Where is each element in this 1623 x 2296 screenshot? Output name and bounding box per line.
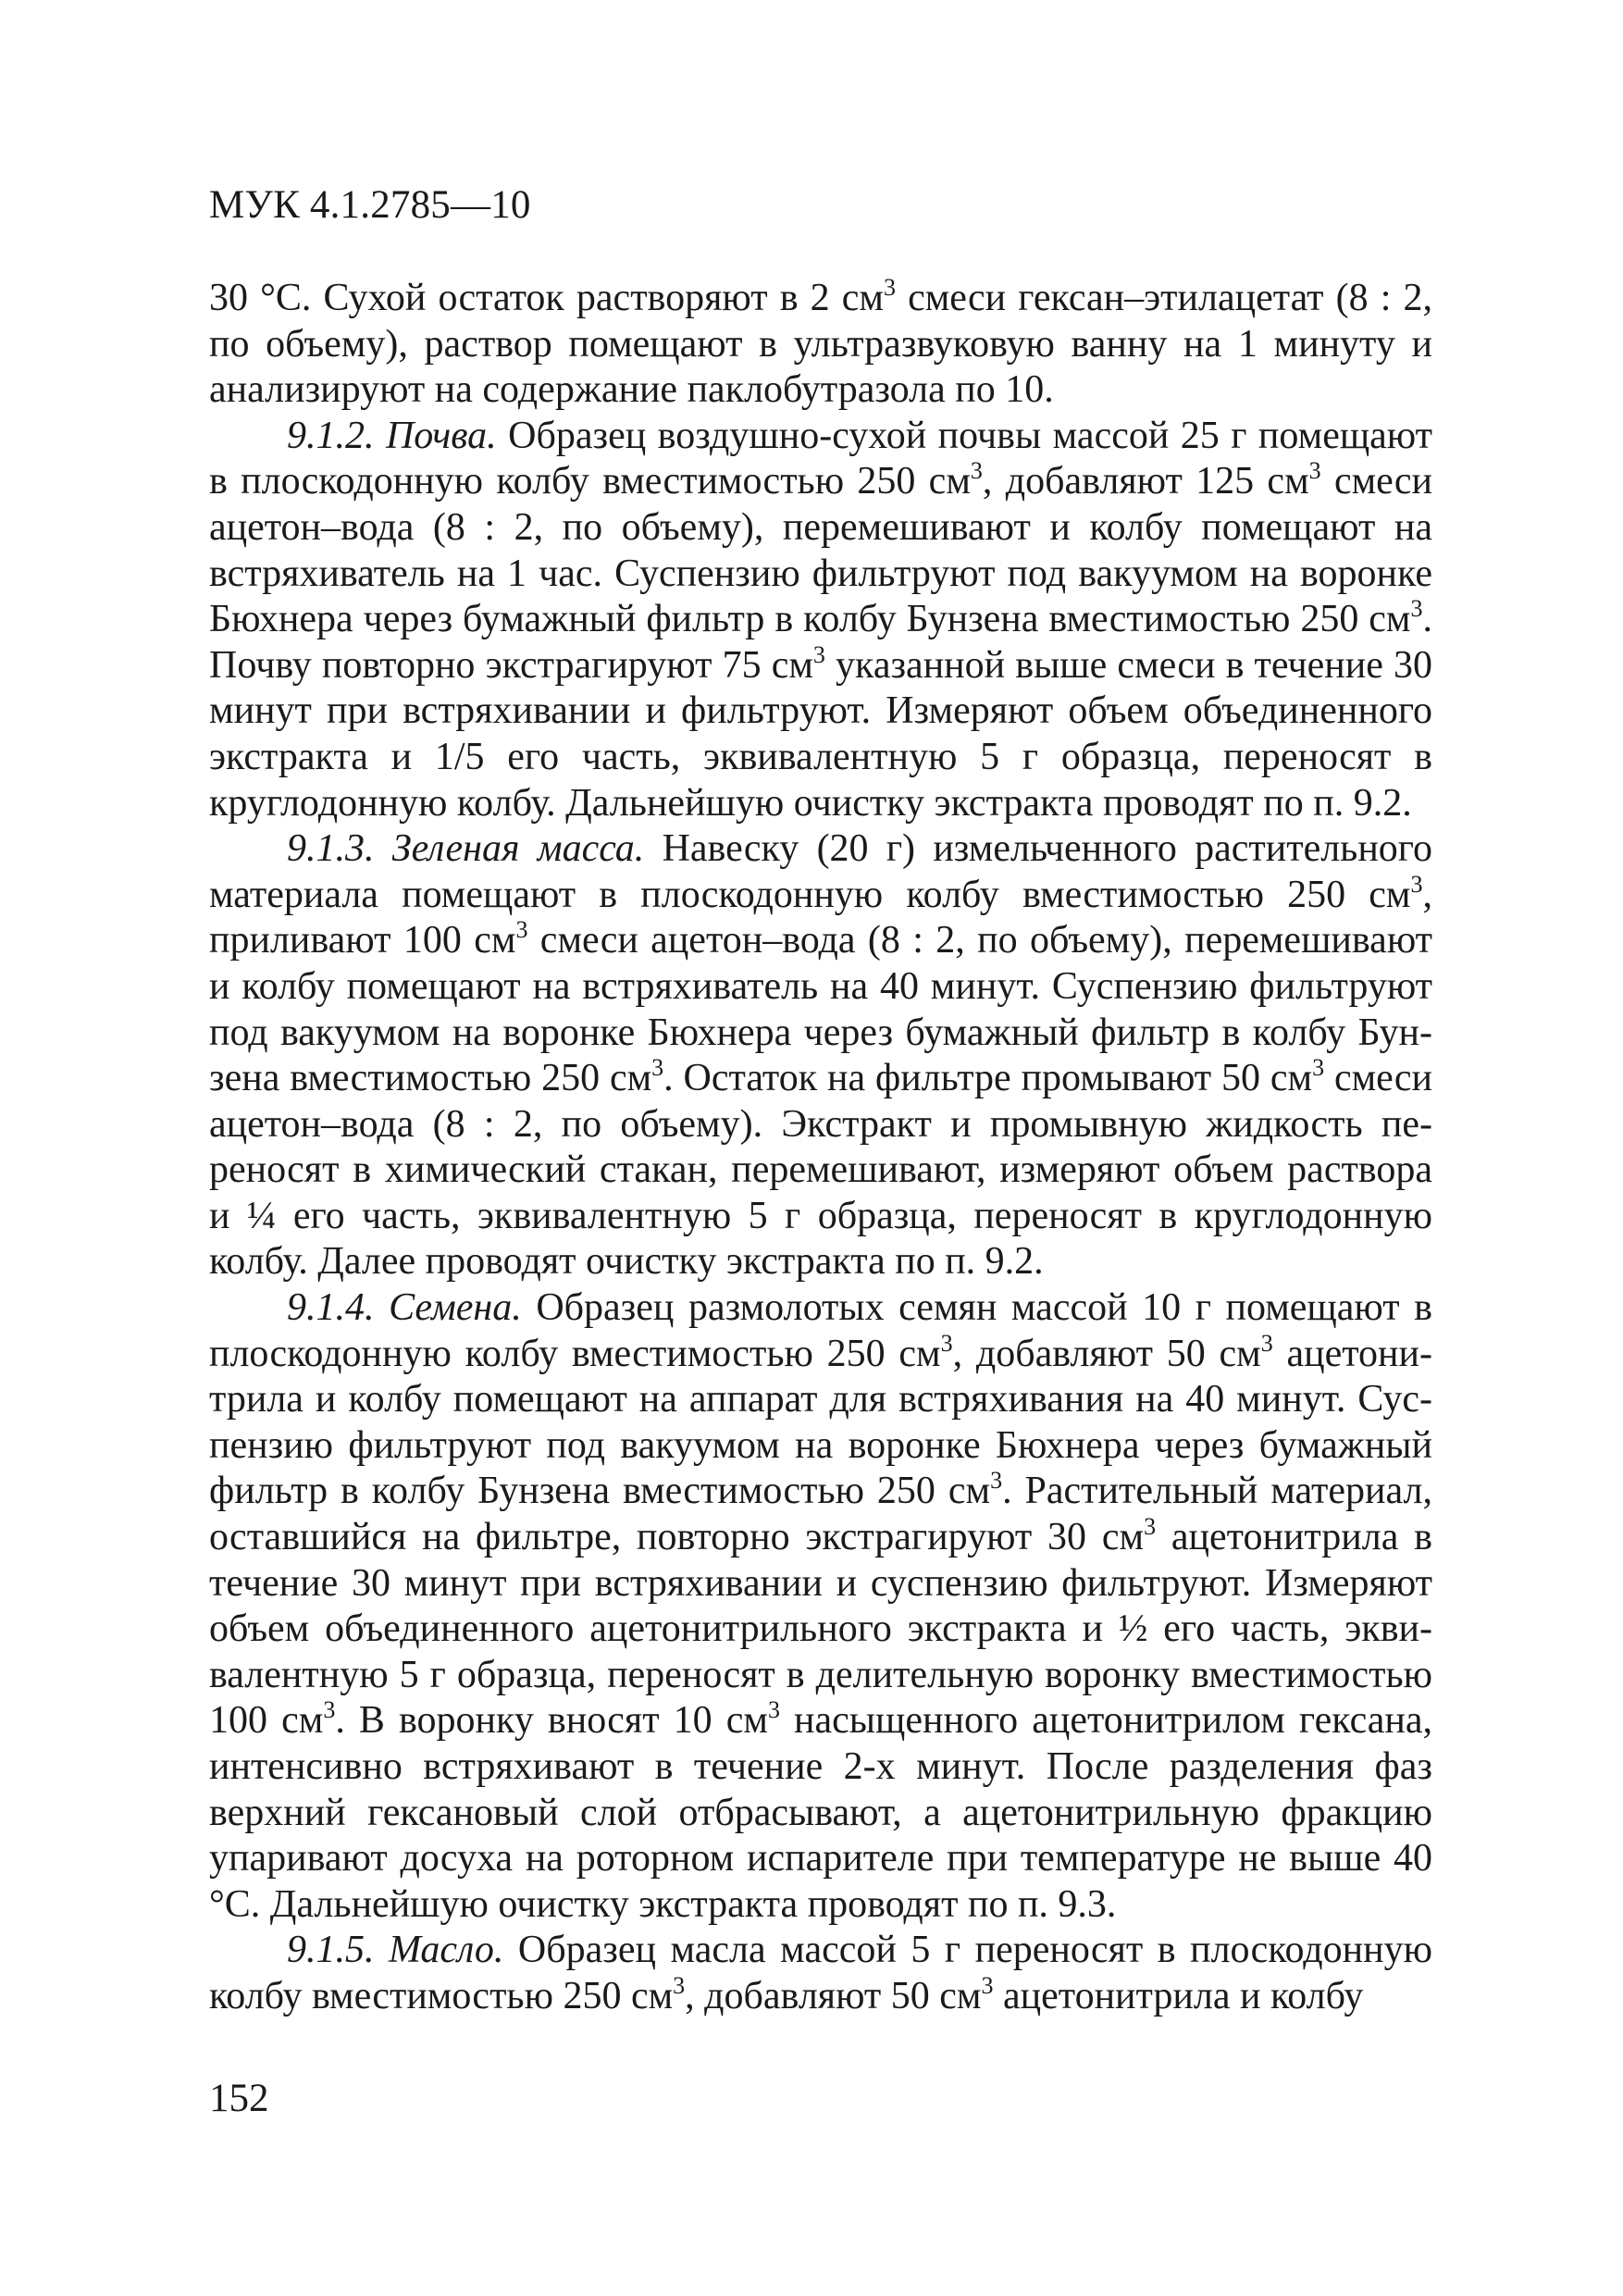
superscript: 3 (767, 1696, 780, 1724)
superscript: 3 (1308, 457, 1321, 485)
text-run: . Растительный материал, оставшийся на фильтре, повторно экстрагируют 30 см (209, 1470, 1432, 1559)
section-heading: 9.1.5. Масло. (287, 1929, 504, 1972)
text-run: ацетонитрила и колбу помещают на аппарат для встряхивания на 40 минут. Суспензию фильтруют под вакуумом на воронке Бюхнера через бумажный фильтр в колбу Бунзена вместимостью 250 см (209, 1332, 1432, 1513)
section-heading: 9.1.3. Зеленая масса. (287, 827, 645, 871)
superscript: 3 (1260, 1329, 1273, 1357)
superscript: 3 (883, 273, 896, 301)
text-run: смеси ацетон–вода (8 : 2, по объему), перемешивают и колбу помещают на встряхиватель на 1 час. Суспензию фильтруют под вакуумом на воронке Бюхнера через бумажный фильтр в колбу Бунзена вместимостью 250 см (209, 460, 1432, 641)
paragraph (209, 1285, 1432, 1928)
superscript: 3 (812, 640, 825, 668)
superscript: 3 (1410, 595, 1423, 623)
page-number: 152 (209, 2077, 269, 2120)
body-text (209, 273, 1433, 2020)
superscript: 3 (981, 1971, 994, 1999)
superscript: 3 (940, 1329, 953, 1357)
text-run: , добавляют 125 см (982, 460, 1309, 503)
text-run: , добавляют 50 см (952, 1332, 1261, 1375)
text-run: Образец размолотых семян массой 10 г помещают в плоскодонную колбу вместимостью 250 см (209, 1286, 1432, 1375)
text-run: Образец масла массой 5 г переносят в плоскодонную колбу вместимостью 250 см (209, 1929, 1433, 2017)
text-run: . Почву повторно экстрагируют 75 см (209, 598, 1432, 687)
text-run: , добавляют 50 см (685, 1974, 982, 2017)
text-run: указанной выше смеси в течение 30 минут при встряхивании и фильтруют. Измеряют объем объединенного экстракта и 1/5 его часть, эквивалентную 5 г образца, переносят в круглодонную колбу. Дальнейшую очистку экстракта проводят по п. 9.2. (209, 643, 1432, 825)
text-run: . Остаток на фильтре промывают 50 см (663, 1057, 1313, 1100)
text-run: ацетонитрила и колбу (993, 1974, 1364, 2017)
text-run: ацетонитрила в течение 30 минут при встряхивании и суспензию фильтруют. Измеряют объем объединенного ацетонитрильного экстракта и ½ его часть, эквивалентную 5 г образца, переносят в делительную воронку вместимостью 100 см (209, 1516, 1432, 1743)
superscript: 3 (1144, 1512, 1157, 1540)
paragraph (209, 826, 1432, 1285)
paragraph (209, 414, 1432, 826)
superscript: 3 (673, 1971, 686, 1999)
page-header-code: МУК 4.1.2785—10 (209, 183, 531, 227)
text-run: смеси ацетон–вода (8 : 2, по объему). Экстракт и промывную жидкость переносят в химический стакан, перемешивают, измеряют объем раствора и ¼ его часть, эквивалентную 5 г образца, переносят в круглодонную колбу. Далее проводят очистку экстракта по п. 9.2. (209, 1057, 1432, 1284)
section-heading: 9.1.4. Семена. (287, 1286, 522, 1330)
text-run: , приливают 100 см (209, 873, 1432, 962)
text-run: . В воронку вносят 10 см (335, 1699, 768, 1743)
text-run: насыщенного ацетонитрилом гексана, интенсивно встряхивают в течение 2-х минут. После разделения фаз верхний гексановый слой отбрасывают, а ацетонитрильную фракцию упаривают досуха на роторном испарителе при температуре не выше 40 °С. Дальнейшую очистку экстракта проводят по п. 9.3. (209, 1699, 1432, 1926)
superscript: 3 (1312, 1053, 1325, 1081)
text-run: смеси гексан–этилацетат (8 : 2, по объему), раствор помещают в ультразвуковую ванну на 1 минуту и анализируют на содержание паклобутразола по 10. (209, 277, 1432, 412)
paragraph (209, 273, 1432, 414)
superscript: 3 (651, 1053, 664, 1081)
superscript: 3 (990, 1467, 1003, 1495)
superscript: 3 (1410, 870, 1423, 898)
text-run: Навеску (20 г) измельченного растительного материала помещают в плоскодонную колбу вместимостью 250 см (209, 827, 1432, 916)
superscript: 3 (323, 1696, 336, 1724)
text-run: Образец воздушно-сухой почвы массой 25 г помещают в плоскодонную колбу вместимостью 250 см (209, 414, 1432, 503)
section-heading: 9.1.2. Почва. (287, 414, 497, 457)
text-run: смеси ацетон–вода (8 : 2, по объему), перемешивают и колбу помещают на встряхиватель на 40 минут. Суспензию фильтруют под вакуумом на воронке Бюхнера через бумажный фильтр в колбу Бунзена вместимостью 250 см (209, 919, 1432, 1100)
superscript: 3 (970, 457, 983, 485)
text-run: 30 °С. Сухой остаток растворяют в 2 см (209, 277, 884, 319)
superscript: 3 (515, 916, 528, 944)
paragraph (209, 1928, 1432, 2019)
